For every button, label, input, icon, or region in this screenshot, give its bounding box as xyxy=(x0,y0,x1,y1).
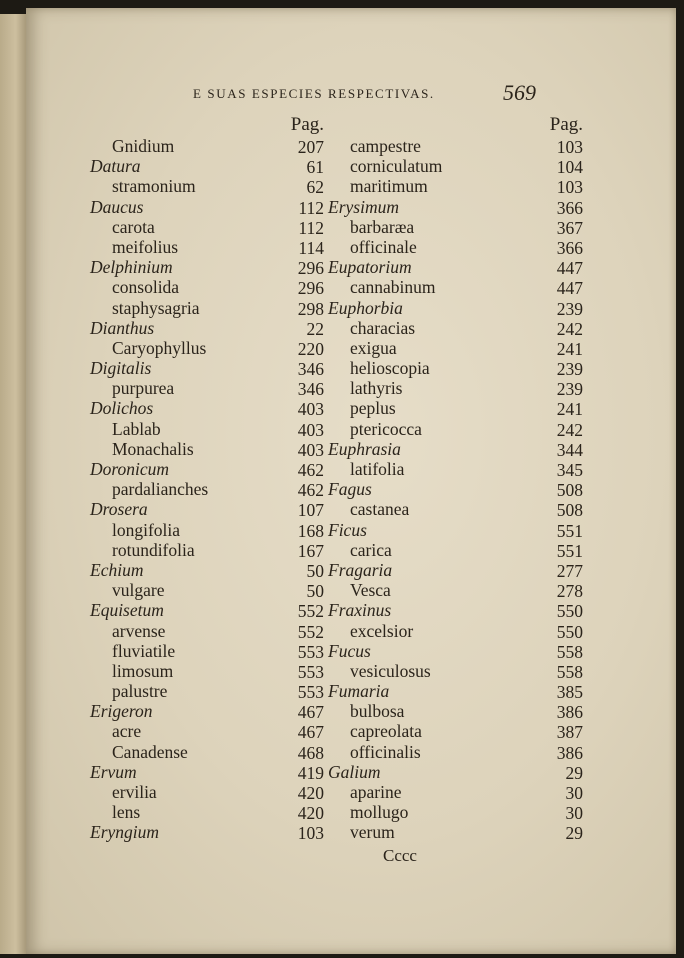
entry-name: Galium xyxy=(328,761,381,782)
species-entry xyxy=(90,681,330,701)
entry-name: lens xyxy=(112,802,141,823)
species-entry xyxy=(90,641,330,661)
species-entry xyxy=(328,822,583,844)
pag-label: Pag. xyxy=(549,114,583,135)
entry-name: Drosera xyxy=(90,499,148,520)
entry-name: Gnidium xyxy=(112,136,175,156)
entry-name: longifolia xyxy=(112,519,181,540)
entry-name: Fraxinus xyxy=(328,600,392,621)
entry-page: 467 xyxy=(297,702,324,723)
genus-entry xyxy=(328,640,583,662)
genus-entry xyxy=(90,499,330,519)
entry-page: 551 xyxy=(556,540,583,561)
entry-name: Erigeron xyxy=(90,701,153,722)
entry-name: vesiculosus xyxy=(350,660,431,681)
entry-page: 420 xyxy=(297,783,324,803)
genus-entry xyxy=(90,156,330,176)
entry-name: Lablab xyxy=(112,418,161,439)
entry-page: 167 xyxy=(297,540,324,561)
entry-name: carota xyxy=(112,216,155,237)
species-entry xyxy=(90,378,330,398)
entry-name: Fumaria xyxy=(328,681,390,702)
entry-page: 462 xyxy=(297,460,324,480)
genus-entry xyxy=(90,257,330,277)
species-entry xyxy=(328,802,583,824)
entry-name: exigua xyxy=(350,337,397,358)
entry-page: 103 xyxy=(556,177,583,198)
index-column-left xyxy=(90,114,330,843)
entry-name: lathyris xyxy=(350,378,403,399)
entry-name: ptericocca xyxy=(350,418,422,439)
entry-name: Equisetum xyxy=(90,600,164,621)
entry-name: Eryngium xyxy=(90,822,160,843)
entry-page: 168 xyxy=(297,520,324,541)
species-entry xyxy=(328,580,583,602)
entry-page: 242 xyxy=(556,419,583,440)
entry-name: Datura xyxy=(90,156,141,177)
entry-name: officinale xyxy=(350,236,417,257)
species-entry xyxy=(328,499,583,521)
species-entry xyxy=(90,217,330,237)
entry-page: 558 xyxy=(556,661,583,682)
entry-page: 366 xyxy=(556,237,583,258)
entry-name: pardalianches xyxy=(112,479,209,500)
species-entry xyxy=(328,216,583,238)
species-entry xyxy=(90,479,330,499)
species-entry xyxy=(90,298,330,318)
entry-name: purpurea xyxy=(112,378,175,399)
genus-entry xyxy=(90,600,330,620)
genus-entry xyxy=(90,560,330,580)
entry-name: Vesca xyxy=(350,580,391,601)
entry-name: Daucus xyxy=(90,196,144,217)
entry-page: 346 xyxy=(297,359,324,380)
species-entry xyxy=(328,418,583,440)
entry-page: 296 xyxy=(297,258,324,279)
entry-page: 239 xyxy=(556,359,583,380)
species-entry xyxy=(328,721,583,743)
genus-entry xyxy=(90,318,330,338)
entry-name: Dolichos xyxy=(90,398,154,419)
entry-name: fluviatile xyxy=(112,640,176,661)
page-number: 569 xyxy=(503,80,536,105)
entry-page: 420 xyxy=(297,803,324,824)
pag-label: Pag. xyxy=(290,114,324,135)
entry-page: 386 xyxy=(556,742,583,763)
entry-name: Echium xyxy=(90,559,144,580)
entry-page: 346 xyxy=(297,379,324,400)
entry-name: bulbosa xyxy=(350,701,405,722)
entry-name: campestre xyxy=(350,136,421,156)
entry-page: 112 xyxy=(298,197,324,218)
entry-page: 207 xyxy=(297,137,324,157)
entry-page: 22 xyxy=(306,318,324,339)
entry-name: acre xyxy=(112,721,142,742)
genus-entry xyxy=(328,196,583,218)
entry-page: 550 xyxy=(556,601,583,622)
entry-name: Ficus xyxy=(328,519,367,540)
entry-page: 386 xyxy=(556,702,583,723)
species-entry xyxy=(90,136,330,156)
entry-name: peplus xyxy=(350,398,396,419)
species-entry xyxy=(328,358,583,380)
species-entry xyxy=(90,621,330,641)
genus-entry xyxy=(328,681,583,703)
entry-page: 112 xyxy=(298,217,324,238)
entry-name: arvense xyxy=(112,620,166,641)
entry-name: limosum xyxy=(112,660,174,681)
entry-page: 551 xyxy=(556,520,583,541)
genus-entry xyxy=(328,600,583,622)
entry-page: 277 xyxy=(556,560,583,581)
entry-page: 239 xyxy=(556,298,583,319)
entry-name: Caryophyllus xyxy=(112,337,207,358)
entry-page: 403 xyxy=(297,419,324,440)
genus-entry xyxy=(90,459,330,479)
entry-page: 29 xyxy=(565,762,583,783)
entry-name: Dianthus xyxy=(90,317,155,338)
genus-entry xyxy=(328,519,583,541)
species-entry xyxy=(90,237,330,257)
entry-name: Ervum xyxy=(90,761,137,782)
entry-name: Eupatorium xyxy=(328,257,412,278)
entry-page: 403 xyxy=(297,439,324,460)
entry-name: corniculatum xyxy=(350,156,443,177)
entry-page: 50 xyxy=(306,581,324,602)
species-entry xyxy=(328,539,583,561)
entry-page: 298 xyxy=(297,298,324,319)
entry-page: 61 xyxy=(306,157,324,178)
entry-page: 552 xyxy=(297,601,324,622)
species-entry xyxy=(90,520,330,540)
genus-entry xyxy=(90,822,330,842)
species-entry xyxy=(90,742,330,762)
entry-name: vulgare xyxy=(112,580,165,601)
entry-name: capreolata xyxy=(350,721,422,742)
entry-page: 296 xyxy=(297,278,324,299)
species-entry xyxy=(328,701,583,723)
species-entry xyxy=(328,741,583,763)
species-entry xyxy=(90,540,330,560)
entry-name: cannabinum xyxy=(350,277,436,298)
entry-name: Fucus xyxy=(328,640,371,661)
entry-name: Fragaria xyxy=(328,559,393,580)
entry-page: 241 xyxy=(556,399,583,420)
species-entry xyxy=(328,176,583,198)
entry-name: meifolius xyxy=(112,236,179,257)
entry-page: 220 xyxy=(297,338,324,359)
entry-page: 558 xyxy=(556,641,583,662)
running-head: E SUAS ESPECIES RESPECTIVAS. xyxy=(193,86,435,101)
genus-entry xyxy=(328,479,583,501)
species-entry xyxy=(328,337,583,359)
entry-page: 103 xyxy=(297,823,324,844)
genus-entry xyxy=(328,761,583,783)
entry-page: 366 xyxy=(556,197,583,218)
entry-name: officinalis xyxy=(350,741,421,762)
entry-name: carica xyxy=(350,539,392,560)
species-entry xyxy=(90,419,330,439)
entry-name: barbaræa xyxy=(350,216,415,237)
entry-name: latifolia xyxy=(350,459,405,479)
column-header xyxy=(328,114,583,136)
entry-page: 104 xyxy=(556,157,583,178)
species-entry xyxy=(328,620,583,642)
entry-name: Doronicum xyxy=(90,459,170,479)
entry-name: excelsior xyxy=(350,620,414,641)
species-entry xyxy=(328,660,583,682)
species-entry xyxy=(328,459,583,480)
entry-page: 462 xyxy=(297,480,324,501)
entry-page: 344 xyxy=(556,439,583,460)
entry-page: 553 xyxy=(297,682,324,703)
species-entry xyxy=(328,156,583,178)
column-header xyxy=(90,114,330,136)
entry-name: Erysimum xyxy=(328,196,399,217)
entry-name: Euphorbia xyxy=(328,297,403,318)
entry-page: 29 xyxy=(565,823,583,844)
entry-page: 50 xyxy=(306,560,324,581)
entry-page: 419 xyxy=(297,762,324,783)
catchword: Cccc xyxy=(383,846,417,865)
species-entry xyxy=(328,317,583,339)
page-header xyxy=(0,78,684,108)
entry-name: Fagus xyxy=(328,479,372,500)
species-entry xyxy=(328,378,583,400)
entry-page: 107 xyxy=(297,500,324,521)
entry-page: 553 xyxy=(297,641,324,662)
genus-entry xyxy=(328,297,583,319)
species-entry xyxy=(90,439,330,459)
entry-page: 387 xyxy=(556,722,583,743)
entry-page: 553 xyxy=(297,661,324,682)
entry-name: Canadense xyxy=(112,741,188,762)
entry-page: 114 xyxy=(298,237,324,258)
index-column-right xyxy=(328,114,583,844)
species-entry xyxy=(90,802,330,822)
entry-name: Monachalis xyxy=(112,438,194,459)
species-entry xyxy=(328,136,583,157)
genus-entry xyxy=(328,559,583,581)
entry-page: 62 xyxy=(306,177,324,198)
entry-page: 447 xyxy=(556,278,583,299)
species-entry xyxy=(90,782,330,802)
species-entry xyxy=(328,236,583,258)
entry-name: rotundifolia xyxy=(112,539,195,560)
entry-page: 508 xyxy=(556,480,583,501)
species-entry xyxy=(328,277,583,299)
entry-name: palustre xyxy=(112,681,168,702)
species-entry xyxy=(328,398,583,420)
entry-page: 508 xyxy=(556,500,583,521)
entry-page: 30 xyxy=(565,803,583,824)
species-entry xyxy=(90,338,330,358)
genus-entry xyxy=(328,257,583,279)
entry-page: 385 xyxy=(556,682,583,703)
entry-name: characias xyxy=(350,317,416,338)
species-entry xyxy=(90,277,330,297)
entry-page: 30 xyxy=(565,783,583,803)
genus-entry xyxy=(90,197,330,217)
entry-page: 447 xyxy=(556,258,583,279)
entry-name: Digitalis xyxy=(90,358,152,379)
entry-name: stramonium xyxy=(112,176,196,197)
entry-name: Euphrasia xyxy=(328,438,401,459)
entry-name: mollugo xyxy=(350,802,409,823)
entry-name: consolida xyxy=(112,277,180,298)
entry-name: maritimum xyxy=(350,176,428,197)
entry-page: 103 xyxy=(556,137,583,157)
entry-page: 239 xyxy=(556,379,583,400)
entry-page: 552 xyxy=(297,621,324,642)
entry-name: castanea xyxy=(350,499,410,520)
entry-page: 467 xyxy=(297,722,324,743)
entry-name: helioscopia xyxy=(350,358,430,379)
entry-name: Delphinium xyxy=(90,257,173,278)
species-entry xyxy=(328,782,583,803)
entry-page: 550 xyxy=(556,621,583,642)
entry-name: verum xyxy=(350,822,395,843)
entry-name: staphysagria xyxy=(112,297,200,318)
entry-name: aparine xyxy=(350,782,402,802)
entry-page: 278 xyxy=(556,581,583,602)
entry-page: 468 xyxy=(297,742,324,763)
species-entry xyxy=(90,721,330,741)
species-entry xyxy=(90,661,330,681)
entry-page: 367 xyxy=(556,217,583,238)
species-entry xyxy=(90,176,330,196)
genus-entry xyxy=(90,358,330,378)
entry-name: ervilia xyxy=(112,782,157,802)
entry-page: 241 xyxy=(556,338,583,359)
species-entry xyxy=(90,580,330,600)
genus-entry xyxy=(90,398,330,418)
entry-page: 242 xyxy=(556,318,583,339)
genus-entry xyxy=(90,762,330,782)
entry-page: 403 xyxy=(297,399,324,420)
facing-page-edge xyxy=(0,14,27,954)
genus-entry xyxy=(90,701,330,721)
genus-entry xyxy=(328,438,583,460)
entry-page: 345 xyxy=(556,460,583,480)
